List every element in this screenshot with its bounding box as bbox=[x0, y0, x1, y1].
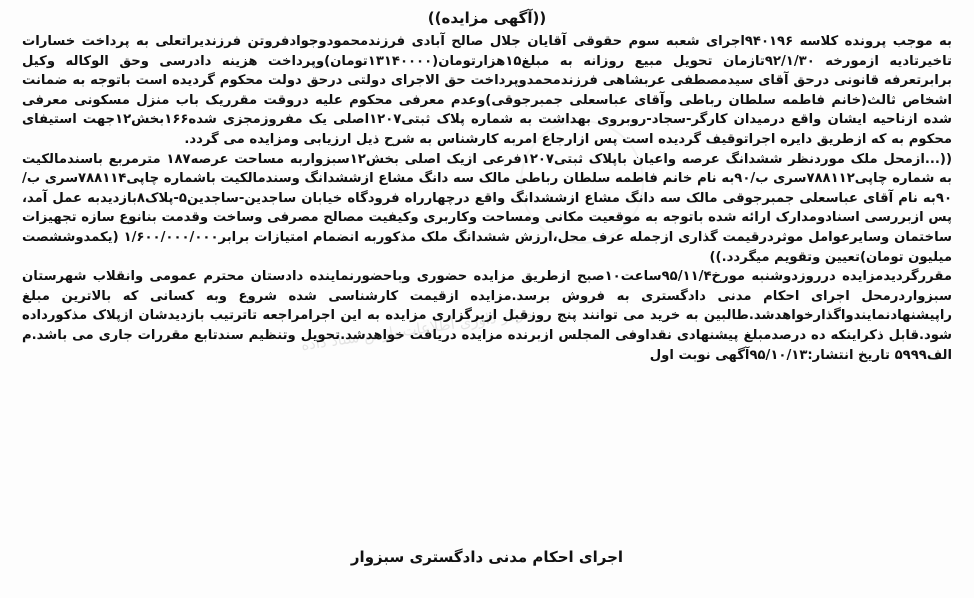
notice-issuer: اجرای احکام مدنی دادگستری سبزوار bbox=[350, 548, 624, 566]
notice-paragraph-2: ((...ازمحل ملک موردنظر ششدانگ عرصه واعیان باپلاک ثبتی۱۲۰۷فرعی ازیک اصلی بخش۱۲سبزواربه مساحت عرصه۱۸۷ مترمربع باسندمالکیت به شماره چاپی۷۸۸۱۱۲سری ب/۹۰به نام خانم فاطمه سلطان رباطی مالک سه دانگ مشاع ازششدانگ وسندمالکیت باشماره چاپی۷۸۸۱۱۴سری ب/۹۰به نام آقای عباسعلی جمبرجوقی مالک سه دانگ مشاع ازششدانگ واقع درچهارراه فرودگاه خیابان ساجدین-ساجدین۵-پلاک۸بازدیدبه عمل آمد، پس ازبررسی اسنادومدارک ارائه شده باتوجه به موقعیت مکانی ومساحت وکاربری وکیفیت مصالح مصرفی وساخت وقدمت بنانوع سازه تجهیزات ساختمان وسایرعوامل موثردرقیمت گذاری ازجمله عرف محل،ارزش ششدانگ ملک مذکوربه انضمام امتیازات برابر۱/۶۰۰/۰۰۰/۰۰۰ (یکمدوششصت میلیون تومان)تعیین وتقویم میگردد.)) bbox=[22, 151, 953, 265]
notice-paragraph-1: به موجب پرونده کلاسه ۹۴۰۱۹۶اجرای شعبه سوم حقوقی آقایان جلال صالح آبادی فرزندمحمودوجوادفروتن فرزندیراتعلی به پرداخت خسارات تاخیرتادیه ازمورخه ۹۲/۱/۳۰تازمان تحویل مبیع روزانه به مبلغ۱۵هزارتومان(۱۳۱۴۰۰۰۰تومان)وپرداخت هزینه دادرسی وحق الوکاله وکیل برابرتعرفه قانونی درحق آقای سیدمصطفی عربشاهی فرزندمحمدوپرداخت حق الاجرای دولتی درحق دولت محکوم گردیده است باتوجه به ضمانت اشخاص ثالث(خانم فاطمه سلطان رباطی وآقای عباسعلی جمبرجوقی)وعدم معرفی محکوم علیه دروقت مقرریک باب منزل مسکونی معرفی شده ازناحیه ایشان واقع درمیدان کارگر-سجاد-روبروی بهداشت به شماره پلاک ثبتی۱۲۰۷اصلی یک مفروزمجزی شده۱۶۶بخش۱۲جهت استیفای محکوم به که ازطریق دایره اجراتوقیف گردیده است پس ازارجاع امربه کارشناس به شرح ذیل ارزیابی ومزایده می گردد. bbox=[22, 34, 952, 147]
notice-paragraph-3: مقررگردیدمزایده درروزدوشنبه مورخ۹۵/۱۱/۴ساعت۱۰صبح ازطریق مزایده حضوری وباحضورنماینده دادستان محترم عمومی وانقلاب شهرستان سبزواردرمحل اجرای احکام مدنی دادگستری به فروش برسد.مزایده ازقیمت کارشناسی شده شروع وبه کسانی که بالاترین مبلغ راپیشنهادنمایندواگذارخواهدشد.طالبین به خرید می توانند پنج روزقبل ازبرگزاری مزایده به این اجرامراجعه تاترتیب بازدیدشان ازپلاک مذکورداده شود.قابل ذکراینکه ده درصدمبلغ پیشنهادی نقداوفی المجلس ازبرنده مزایده دریافت خواهدشد.تحویل وتنظیم سندتابع مقررات جاری می باشد.م الف۵۹۹۹ تاریخ انتشار:۹۵/۱۰/۱۳آگهی نوبت اول bbox=[22, 269, 952, 363]
watermark-text: مرکز داوری اطلاعات پارس ستاد داده bbox=[299, 303, 534, 355]
notice-body bbox=[22, 32, 952, 365]
notice-title: ((آگهی مزایده)) bbox=[427, 9, 547, 27]
